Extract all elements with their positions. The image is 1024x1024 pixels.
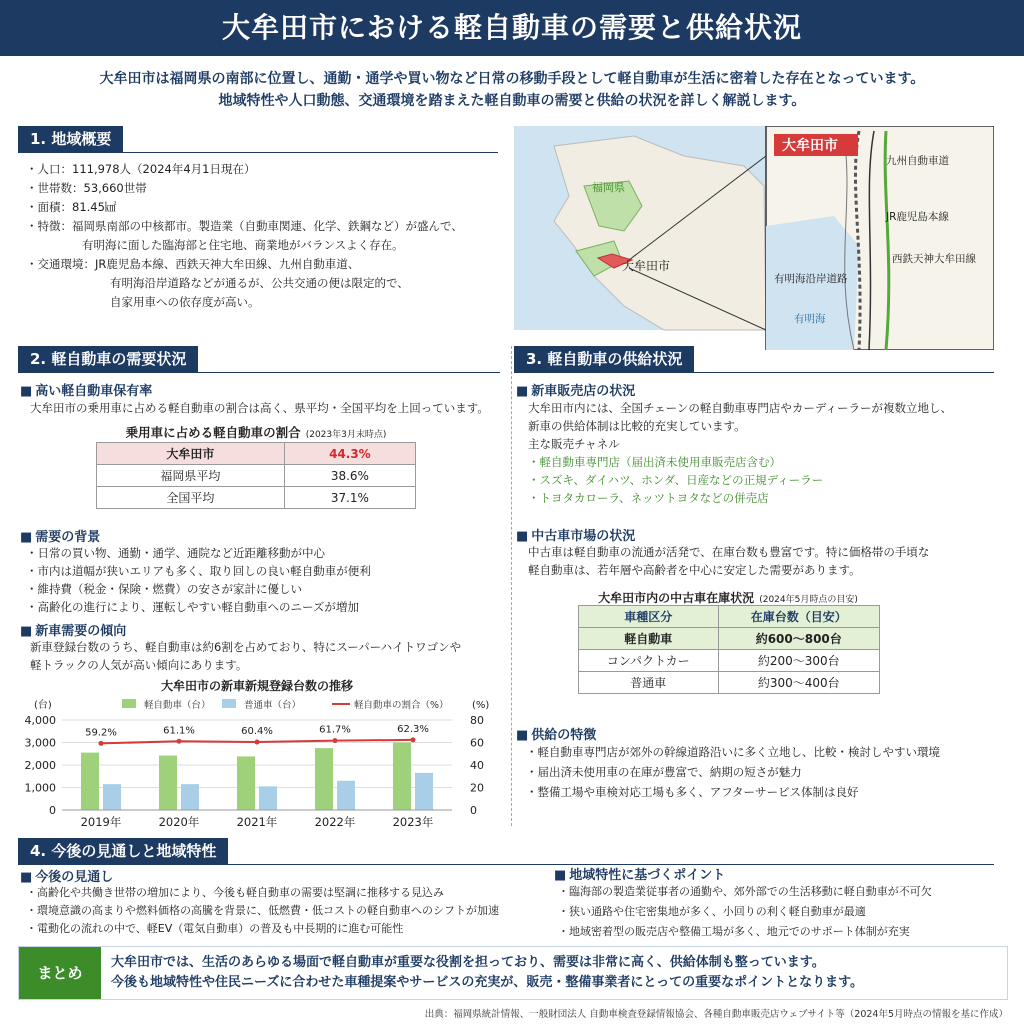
trend-line-1: 新車登録台数のうち、軽自動車は約6割を占めており、特にスーパーハイトワゴンや bbox=[30, 640, 462, 654]
list-item: ・電動化の流れの中で、軽EV（電気自動車）の普及も中長期的に進む可能性 bbox=[26, 922, 404, 935]
stock-row-value: 約200〜300台 bbox=[718, 650, 880, 672]
bar-kei bbox=[315, 748, 333, 810]
ratio-row-label: 大牟田市 bbox=[97, 443, 285, 465]
y-tick-right: 60 bbox=[470, 736, 484, 750]
supply-features bbox=[526, 742, 940, 802]
section-1-heading: 1. 地域概要 bbox=[18, 126, 123, 152]
stock-row-label: 普通車 bbox=[579, 672, 719, 694]
x-tick: 2022年 bbox=[314, 815, 356, 829]
channel-item: ・スズキ、ダイハツ、ホンダ、日産などの正規ディーラー bbox=[528, 473, 824, 487]
used-line-1: 中古車は軽自動車の流通が活発で、在庫台数も豊富です。特に価格帯の手頃な bbox=[528, 545, 930, 559]
table-row bbox=[579, 628, 880, 650]
y-tick-right: 40 bbox=[470, 759, 484, 772]
legend-swatch-kei bbox=[122, 699, 136, 708]
used-line-2: 軽自動車は、若年層や高齢者を中心に安定した需要があります。 bbox=[528, 563, 861, 577]
y-tick-left: 2,000 bbox=[24, 759, 56, 772]
demand-background-list bbox=[26, 544, 371, 616]
list-item: ・高齢化や共働き世帯の増加により、今後も軽自動車の需要は堅調に推移する見込み bbox=[26, 886, 444, 899]
ratio-table bbox=[96, 442, 416, 509]
ratio-row-value: 38.6% bbox=[284, 465, 415, 487]
y-tick-right: 20 bbox=[470, 781, 484, 795]
section-3-rule bbox=[514, 372, 994, 373]
table-row bbox=[579, 672, 880, 694]
table-row bbox=[97, 465, 416, 487]
ratio-row-value: 37.1% bbox=[284, 487, 415, 509]
regional-points-list bbox=[558, 882, 932, 942]
ratio-point bbox=[411, 737, 416, 742]
trend-line-2: 軽トラックの人気が高い傾向にあります。 bbox=[30, 658, 248, 672]
map-coastal-road-label: 有明海沿岸道路 bbox=[774, 273, 848, 285]
list-item: ・臨海部の製造業従事者の通勤や、郊外部での生活移動に軽自動車が不可欠 bbox=[558, 885, 932, 898]
stock-row-value: 約600〜800台 bbox=[718, 628, 880, 650]
y-tick-right: 80 bbox=[470, 714, 484, 727]
ratio-data-label: 60.4% bbox=[241, 726, 273, 738]
x-tick: 2021年 bbox=[236, 815, 278, 829]
section-4-sub-2: ■ 地域特性に基づくポイント bbox=[554, 864, 725, 883]
bar-regular bbox=[259, 786, 277, 810]
bar-regular bbox=[415, 773, 433, 810]
section-3-sub-1: ■ 新車販売店の状況 bbox=[516, 380, 635, 399]
ratio-row-label: 全国平均 bbox=[97, 487, 285, 509]
table-row bbox=[97, 443, 416, 465]
page-title: 大牟田市における軽自動車の需要と供給状況 bbox=[0, 0, 1024, 56]
stock-table bbox=[578, 605, 880, 694]
population: ・人口：111,978人（2024年4月1日現在） bbox=[26, 162, 256, 176]
legend-label: 軽自動車の割合（%） bbox=[354, 700, 449, 711]
y-tick-left: 3,000 bbox=[24, 736, 56, 750]
legend-swatch-regular bbox=[222, 699, 236, 708]
ratio-table-title: 乗用車に占める軽自動車の割合 bbox=[125, 425, 301, 440]
summary-text bbox=[111, 953, 863, 993]
map-figure bbox=[514, 126, 994, 350]
table-header-row bbox=[579, 606, 880, 628]
ratio-point bbox=[99, 741, 104, 746]
registration-chart bbox=[14, 676, 500, 832]
list-item: ・市内は道幅が狭いエリアも多く、取り回しの良い軽自動車が便利 bbox=[26, 564, 371, 578]
summary-tag: まとめ bbox=[19, 947, 101, 999]
column-header: 車種区分 bbox=[579, 606, 719, 628]
stock-row-value: 約300〜400台 bbox=[718, 672, 880, 694]
list-item: ・届出済未使用車の在庫が豊富で、納期の短さが魅力 bbox=[526, 765, 802, 779]
map-expressway-label: 九州自動車道 bbox=[886, 155, 949, 167]
list-item: ・狭い通路や住宅密集地が多く、小回りの利く軽自動車が最適 bbox=[558, 905, 866, 918]
map-city-label: 大牟田市 bbox=[622, 259, 671, 273]
summary-line-1: 大牟田市では、生活のあらゆる場面で軽自動車が重要な役割を担っており、需要は非常に高く、供給体制も整っています。 bbox=[111, 955, 825, 970]
traffic-line-1: ・交通環境：JR鹿児島本線、西鉄天神大牟田線、九州自動車道、 bbox=[26, 257, 360, 271]
y-tick-right: 0 bbox=[470, 804, 477, 817]
x-tick: 2019年 bbox=[80, 815, 122, 829]
households: ・世帯数：53,660世帯 bbox=[26, 181, 147, 195]
bar-kei bbox=[159, 756, 177, 810]
channels-label: 主な販売チャネル bbox=[528, 437, 620, 451]
ratio-point bbox=[333, 738, 338, 743]
map-nishitetsu-label: 西鉄天神大牟田線 bbox=[892, 253, 976, 265]
ratio-row-label: 福岡県平均 bbox=[97, 465, 285, 487]
summary-line-2: 今後も地域特性や住民ニーズに合わせた車種提案やサービスの充実が、販売・整備事業者にとっての重要なポイントとなります。 bbox=[111, 975, 864, 990]
map-jr-line-label: JR鹿児島本線 bbox=[886, 211, 949, 223]
feature-line-1: ・特徴：福岡県南部の中核都市。製造業（自動車関連、化学、鉄鋼など）が盛んで、 bbox=[26, 219, 463, 233]
dealer-line-2: 新車の供給体制は比較的充実しています。 bbox=[528, 419, 746, 433]
y-tick-left: 4,000 bbox=[24, 714, 56, 727]
intro bbox=[40, 68, 984, 112]
ratio-data-label: 59.2% bbox=[85, 727, 117, 739]
stock-row-label: コンパクトカー bbox=[579, 650, 719, 672]
y-tick-left: 0 bbox=[49, 804, 56, 817]
list-item: ・整備工場や車検対応工場も多く、アフターサービス体制は良好 bbox=[526, 785, 859, 799]
section-2-sub-1-text: 大牟田市の乗用車に占める軽自動車の割合は高く、県平均・全国平均を上回っています。 bbox=[30, 401, 489, 415]
section-4-heading: 4. 今後の見通しと地域特性 bbox=[18, 838, 228, 864]
list-item: ・維持費（税金・保険・燃費）の安さが家計に優しい bbox=[26, 582, 302, 596]
stock-table-caption bbox=[578, 587, 878, 606]
new-car-trend bbox=[30, 638, 461, 674]
region-overview bbox=[26, 160, 506, 312]
y-tick-left: 1,000 bbox=[24, 781, 56, 795]
section-2-sub-3: ■ 新車需要の傾向 bbox=[20, 620, 126, 639]
ratio-table-caption bbox=[96, 422, 416, 441]
intro-line-2: 地域特性や人口動態、交通環境を踏まえた軽自動車の需要と供給の状況を詳しく解説します。 bbox=[218, 93, 806, 109]
bar-kei bbox=[81, 753, 99, 810]
y-axis-left-label: (台) bbox=[34, 700, 52, 711]
section-4-rule bbox=[18, 864, 994, 865]
bar-regular bbox=[181, 784, 199, 810]
inset-title: 大牟田市 bbox=[782, 138, 838, 154]
section-3-sub-2: ■ 中古車市場の状況 bbox=[516, 525, 635, 544]
map-sea-label: 有明海 bbox=[794, 313, 826, 325]
used-market bbox=[528, 543, 929, 579]
legend-label: 軽自動車（台） bbox=[144, 700, 211, 711]
bar-kei bbox=[237, 756, 255, 810]
bar-kei bbox=[393, 743, 411, 811]
section-2-heading: 2. 軽自動車の需要状況 bbox=[18, 346, 198, 372]
stock-table-title: 大牟田市内の中古車在庫状況 bbox=[598, 591, 755, 605]
summary-box bbox=[18, 946, 1008, 1000]
column-divider bbox=[511, 346, 512, 826]
x-tick: 2023年 bbox=[392, 815, 434, 829]
channel-item: ・トヨタカローラ、ネッツトヨタなどの併売店 bbox=[528, 491, 769, 505]
traffic-line-2: 有明海沿岸道路などが通るが、公共交通の便は限定的で、 bbox=[110, 276, 409, 290]
bar-regular bbox=[103, 784, 121, 810]
chart-title: 大牟田市の新車新規登録台数の推移 bbox=[160, 679, 354, 693]
list-item: ・高齢化の進行により、運転しやすい軽自動車へのニーズが増加 bbox=[26, 600, 359, 614]
traffic-line-3: 自家用車への依存度が高い。 bbox=[110, 295, 260, 309]
ratio-point bbox=[255, 740, 260, 745]
area: ・面積：81.45㎢ bbox=[26, 200, 117, 214]
stock-table-note: (2024年5月時点の目安) bbox=[759, 595, 858, 605]
table-row bbox=[579, 650, 880, 672]
map-prefecture-label: 福岡県 bbox=[592, 181, 625, 194]
section-4-sub-1: ■ 今後の見通し bbox=[20, 866, 113, 885]
ratio-point bbox=[177, 739, 182, 744]
list-item: ・地域密着型の販売店や整備工場が多く、地元でのサポート体制が充実 bbox=[558, 925, 910, 938]
list-item: ・日常の買い物、通勤・通学、通院など近距離移動が中心 bbox=[26, 546, 325, 560]
chart-svg bbox=[14, 676, 500, 832]
legend-label: 普通車（台） bbox=[244, 700, 302, 711]
y-axis-right-label: (%) bbox=[472, 700, 490, 711]
ratio-table-note: (2023年3月末時点) bbox=[305, 430, 387, 440]
source-note: 出典：福岡県統計情報、一般財団法人 自動車検査登録情報協会、各種自動車販売店ウェブサイト等（2024年5月時点の情報を基に作成） bbox=[424, 1009, 1008, 1020]
x-tick: 2020年 bbox=[158, 815, 200, 829]
outlook-list bbox=[26, 884, 499, 938]
kyushu-map bbox=[514, 126, 994, 350]
section-3-sub-3: ■ 供給の特徴 bbox=[516, 724, 596, 743]
ratio-row-value: 44.3% bbox=[284, 443, 415, 465]
list-item: ・軽自動車専門店が郊外の幹線道路沿いに多く立地し、比較・検討しやすい環境 bbox=[526, 745, 940, 759]
channel-item: ・軽自動車専門店（届出済未使用車販売店含む） bbox=[528, 455, 781, 469]
dealer-status bbox=[528, 399, 952, 507]
table-row bbox=[97, 487, 416, 509]
ratio-data-label: 62.3% bbox=[397, 723, 429, 735]
stock-row-label: 軽自動車 bbox=[579, 628, 719, 650]
section-3-heading: 3. 軽自動車の供給状況 bbox=[514, 346, 694, 372]
section-2-rule bbox=[18, 372, 500, 373]
column-header: 在庫台数（目安） bbox=[718, 606, 880, 628]
section-2-sub-1: ■ 高い軽自動車保有率 bbox=[20, 380, 152, 399]
intro-line-1: 大牟田市は福岡県の南部に位置し、通勤・通学や買い物など日常の移動手段として軽自動車が生活に密着した存在となっています。 bbox=[99, 71, 925, 87]
ratio-data-label: 61.7% bbox=[319, 724, 351, 736]
feature-line-2: 有明海に面した臨海部と住宅地、商業地がバランスよく存在。 bbox=[82, 238, 404, 252]
list-item: ・環境意識の高まりや燃料価格の高騰を背景に、低燃費・低コストの軽自動車へのシフトが加速 bbox=[26, 904, 499, 917]
section-2-sub-2: ■ 需要の背景 bbox=[20, 526, 100, 545]
bar-regular bbox=[337, 781, 355, 810]
section-1-rule bbox=[18, 152, 498, 153]
ratio-data-label: 61.1% bbox=[163, 725, 195, 737]
dealer-line-1: 大牟田市内には、全国チェーンの軽自動車専門店やカーディーラーが複数立地し、 bbox=[528, 401, 953, 415]
